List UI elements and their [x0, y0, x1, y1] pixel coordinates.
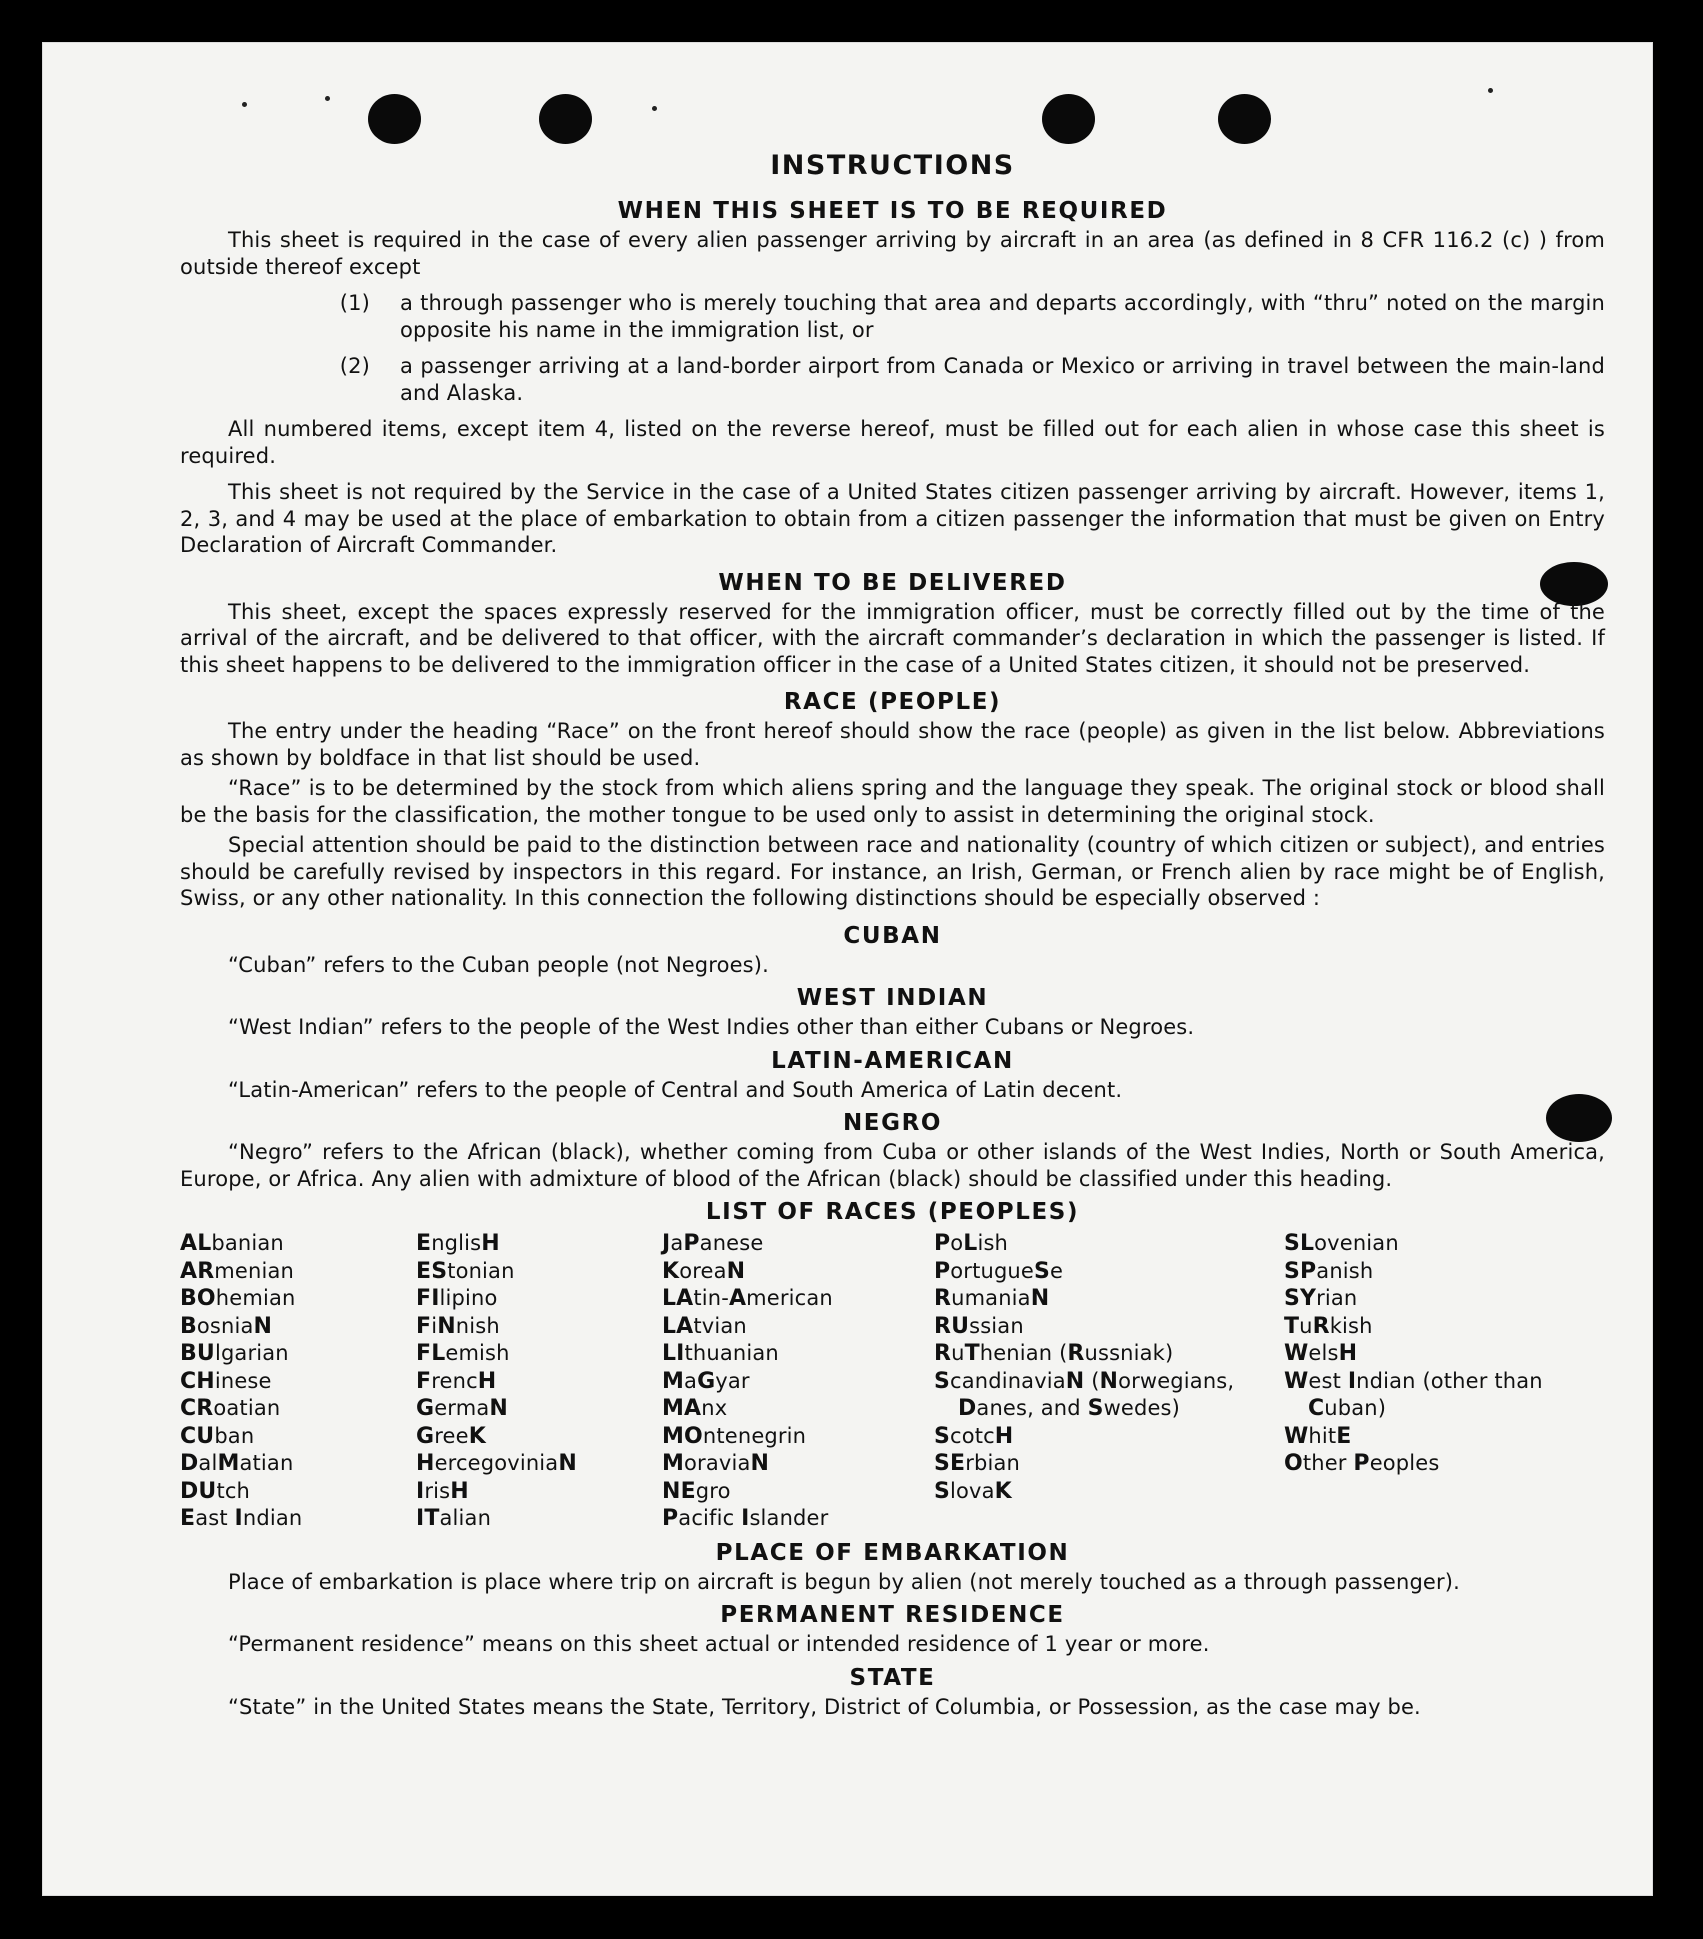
race-entry: DUtch: [180, 1478, 250, 1504]
race-entry: ARmenian: [180, 1258, 294, 1284]
race-entry: ScotcH: [934, 1423, 1014, 1449]
paragraph: “Negro” refers to the African (black), whether coming from Cuba or other islands of the West Indies, North or South America, Europe, or Africa. Any alien with admixture of blood of the African (black) should be classified under this heading.: [180, 1140, 1605, 1191]
race-entry: EnglisH: [416, 1231, 500, 1256]
exception-item: [180, 353, 1605, 406]
race-entry: Other Peoples: [1284, 1451, 1440, 1476]
heading-west-indian: WEST INDIAN: [796, 985, 989, 1011]
race-column: [1284, 1230, 1584, 1533]
race-entry: East Indian: [180, 1506, 303, 1531]
race-entry: DalMatian: [180, 1451, 294, 1476]
speck: [242, 102, 247, 107]
item-text: a passenger arriving at a land-border airport from Canada or Mexico or arriving in travel between the main-land and Alaska.: [400, 354, 1605, 405]
race-entry: FiNnish: [416, 1313, 500, 1339]
paragraph: “Race” is to be determined by the stock from which aliens spring and the language they speak. The original stock or blood shall be the basis for the classification, the mother tongue to be used only to assist in determining the original stock.: [180, 776, 1605, 827]
paragraph: All numbered items, except item 4, listed on the reverse hereof, must be filled out for each alien in whose case this sheet is required.: [180, 417, 1605, 468]
exception-item: [180, 290, 1605, 343]
item-number: (1): [339, 291, 370, 315]
race-entry: PortugueSe: [934, 1258, 1064, 1284]
race-entry: MAnx: [662, 1396, 728, 1421]
race-entry: NEgro: [662, 1478, 731, 1504]
heading-list-of-races: LIST OF RACES (PEOPLES): [705, 1199, 1080, 1225]
heading-state: STATE: [849, 1664, 936, 1691]
definition-text: “Permanent residence” means on this sheet actual or intended residence of 1 year or more.: [228, 1632, 1210, 1656]
race-entry: ScandinaviaN (Norwegians, Danes, and Swedes): [934, 1368, 1235, 1421]
punch-hole: [1218, 94, 1271, 144]
heading-latin-american: LATIN-AMERICAN: [771, 1047, 1014, 1074]
heading-cuban: CUBAN: [843, 922, 942, 949]
heading-when-required: WHEN THIS SHEET IS TO BE REQUIRED: [617, 198, 1168, 224]
race-entry: SYrian: [1284, 1286, 1358, 1311]
race-entry: GreeK: [416, 1423, 486, 1449]
race-entry: LAtvian: [662, 1313, 747, 1339]
race-entry: GermaN: [416, 1396, 508, 1421]
race-entry: ITalian: [416, 1506, 492, 1531]
race-entry: RuThenian (Russniak): [934, 1341, 1174, 1366]
paragraph: This sheet, except the spaces expressly reserved for the immigration officer, must be correctly filled out by the time of the arrival of the aircraft, and be delivered to that officer, with the aircraft commander’s declaration in which the passenger is listed. If this sheet happens to be delivered to the immigration officer in the case of a United States citizen, it should not be preserved.: [180, 599, 1605, 677]
punch-hole: [368, 94, 421, 144]
race-entry: SlovaK: [934, 1478, 1012, 1504]
paragraph: This sheet is required in the case of every alien passenger arriving by aircraft in an area (as defined in 8 CFR 116.2 (c) ) from outside thereof except: [180, 228, 1605, 279]
race-column: [180, 1230, 416, 1533]
race-entry: CUban: [180, 1423, 255, 1449]
race-entry: SErbian: [934, 1451, 1020, 1476]
race-entry: WelsH: [1284, 1341, 1358, 1366]
race-entry: FLemish: [416, 1341, 510, 1366]
race-entry: FIlipino: [416, 1286, 498, 1311]
paragraph: This sheet is not required by the Service in the case of a United States citizen passenger arriving by aircraft. However, items 1, 2, 3, and 4 may be used at the place of embarkation to obtain from a citizen passenger the information that must be given on Entry Declaration of Aircraft Commander.: [180, 480, 1605, 557]
speck: [1488, 88, 1493, 93]
page-title: INSTRUCTIONS: [770, 150, 1015, 181]
document-sheet: [42, 42, 1653, 1896]
race-entry: JaPanese: [662, 1231, 764, 1256]
paragraph: Special attention should be paid to the distinction between race and nationality (country of which citizen or subject), and entries should be carefully revised by inspectors in this regard. For instance, an Irish, German, or French alien by race might be of English, Swiss, or any other nationality. In this connection the following distinctions should be especially observed :: [180, 833, 1605, 910]
race-entry: RumaniaN: [934, 1286, 1050, 1311]
heading-embarkation: PLACE OF EMBARKATION: [715, 1539, 1070, 1566]
heading-race: RACE (PEOPLE): [783, 689, 1002, 715]
race-entry: RUssian: [934, 1313, 1024, 1339]
punch-hole: [539, 94, 592, 144]
race-entry: SPanish: [1284, 1258, 1374, 1284]
definition-text: “Cuban” refers to the Cuban people (not Negroes).: [228, 952, 769, 977]
race-entry: WhitE: [1284, 1423, 1352, 1449]
race-entry: HercegoviniaN: [416, 1451, 577, 1476]
race-entry: BUlgarian: [180, 1341, 289, 1366]
item-number: (2): [339, 354, 370, 378]
race-entry: CHinese: [180, 1368, 272, 1394]
race-entry: MOntenegrin: [662, 1423, 807, 1449]
heading-negro: NEGRO: [842, 1110, 943, 1136]
heading-when-delivered: WHEN TO BE DELIVERED: [718, 569, 1067, 596]
race-entry: MaGyar: [662, 1368, 750, 1394]
definition-text: “State” in the United States means the State, Territory, District of Columbia, or Possession, as the case may be.: [228, 1694, 1421, 1719]
race-entry: SLovenian: [1284, 1231, 1399, 1256]
definition-text: “Latin-American” refers to the people of Central and South America of Latin decent.: [228, 1077, 1123, 1102]
instructions-content: [180, 150, 1605, 1726]
race-entry: LIthuanian: [662, 1341, 779, 1366]
race-entry: PoLish: [934, 1231, 1009, 1256]
definition-text: “West Indian” refers to the people of the West Indies other than either Cubans or Negroes.: [228, 1015, 1195, 1039]
race-column: [934, 1230, 1284, 1533]
race-entry: FrencH: [416, 1368, 497, 1394]
race-entry: KoreaN: [662, 1258, 746, 1284]
race-entry: CRoatian: [180, 1396, 281, 1421]
race-entry: West Indian (other than Cuban): [1284, 1368, 1543, 1421]
race-entry: TuRkish: [1284, 1313, 1373, 1339]
race-entry: ALbanian: [180, 1231, 284, 1256]
race-entry: MoraviaN: [662, 1451, 770, 1476]
punch-hole: [1042, 94, 1095, 144]
item-text: a through passenger who is merely touching that area and departs accordingly, with “thru” noted on the margin opposite his name in the immigration list, or: [400, 291, 1605, 342]
definition-text: Place of embarkation is place where trip on aircraft is begun by alien (not merely touched as a through passenger).: [228, 1569, 1460, 1594]
race-entry: EStonian: [416, 1258, 515, 1284]
race-entry: IrisH: [416, 1478, 469, 1504]
race-entry: Pacific Islander: [662, 1506, 829, 1531]
speck: [652, 106, 657, 111]
heading-permanent-residence: PERMANENT RESIDENCE: [720, 1602, 1065, 1628]
speck: [325, 96, 330, 101]
race-entry: BosniaN: [180, 1313, 273, 1339]
race-column: [416, 1230, 662, 1533]
paragraph: The entry under the heading “Race” on the front hereof should show the race (people) as given in the list below. Abbreviations as shown by boldface in that list should be used.: [180, 719, 1605, 770]
race-entry: LAtin-American: [662, 1286, 833, 1311]
race-entry: BOhemian: [180, 1286, 296, 1311]
races-list: [180, 1230, 1605, 1533]
race-column: [662, 1230, 934, 1533]
